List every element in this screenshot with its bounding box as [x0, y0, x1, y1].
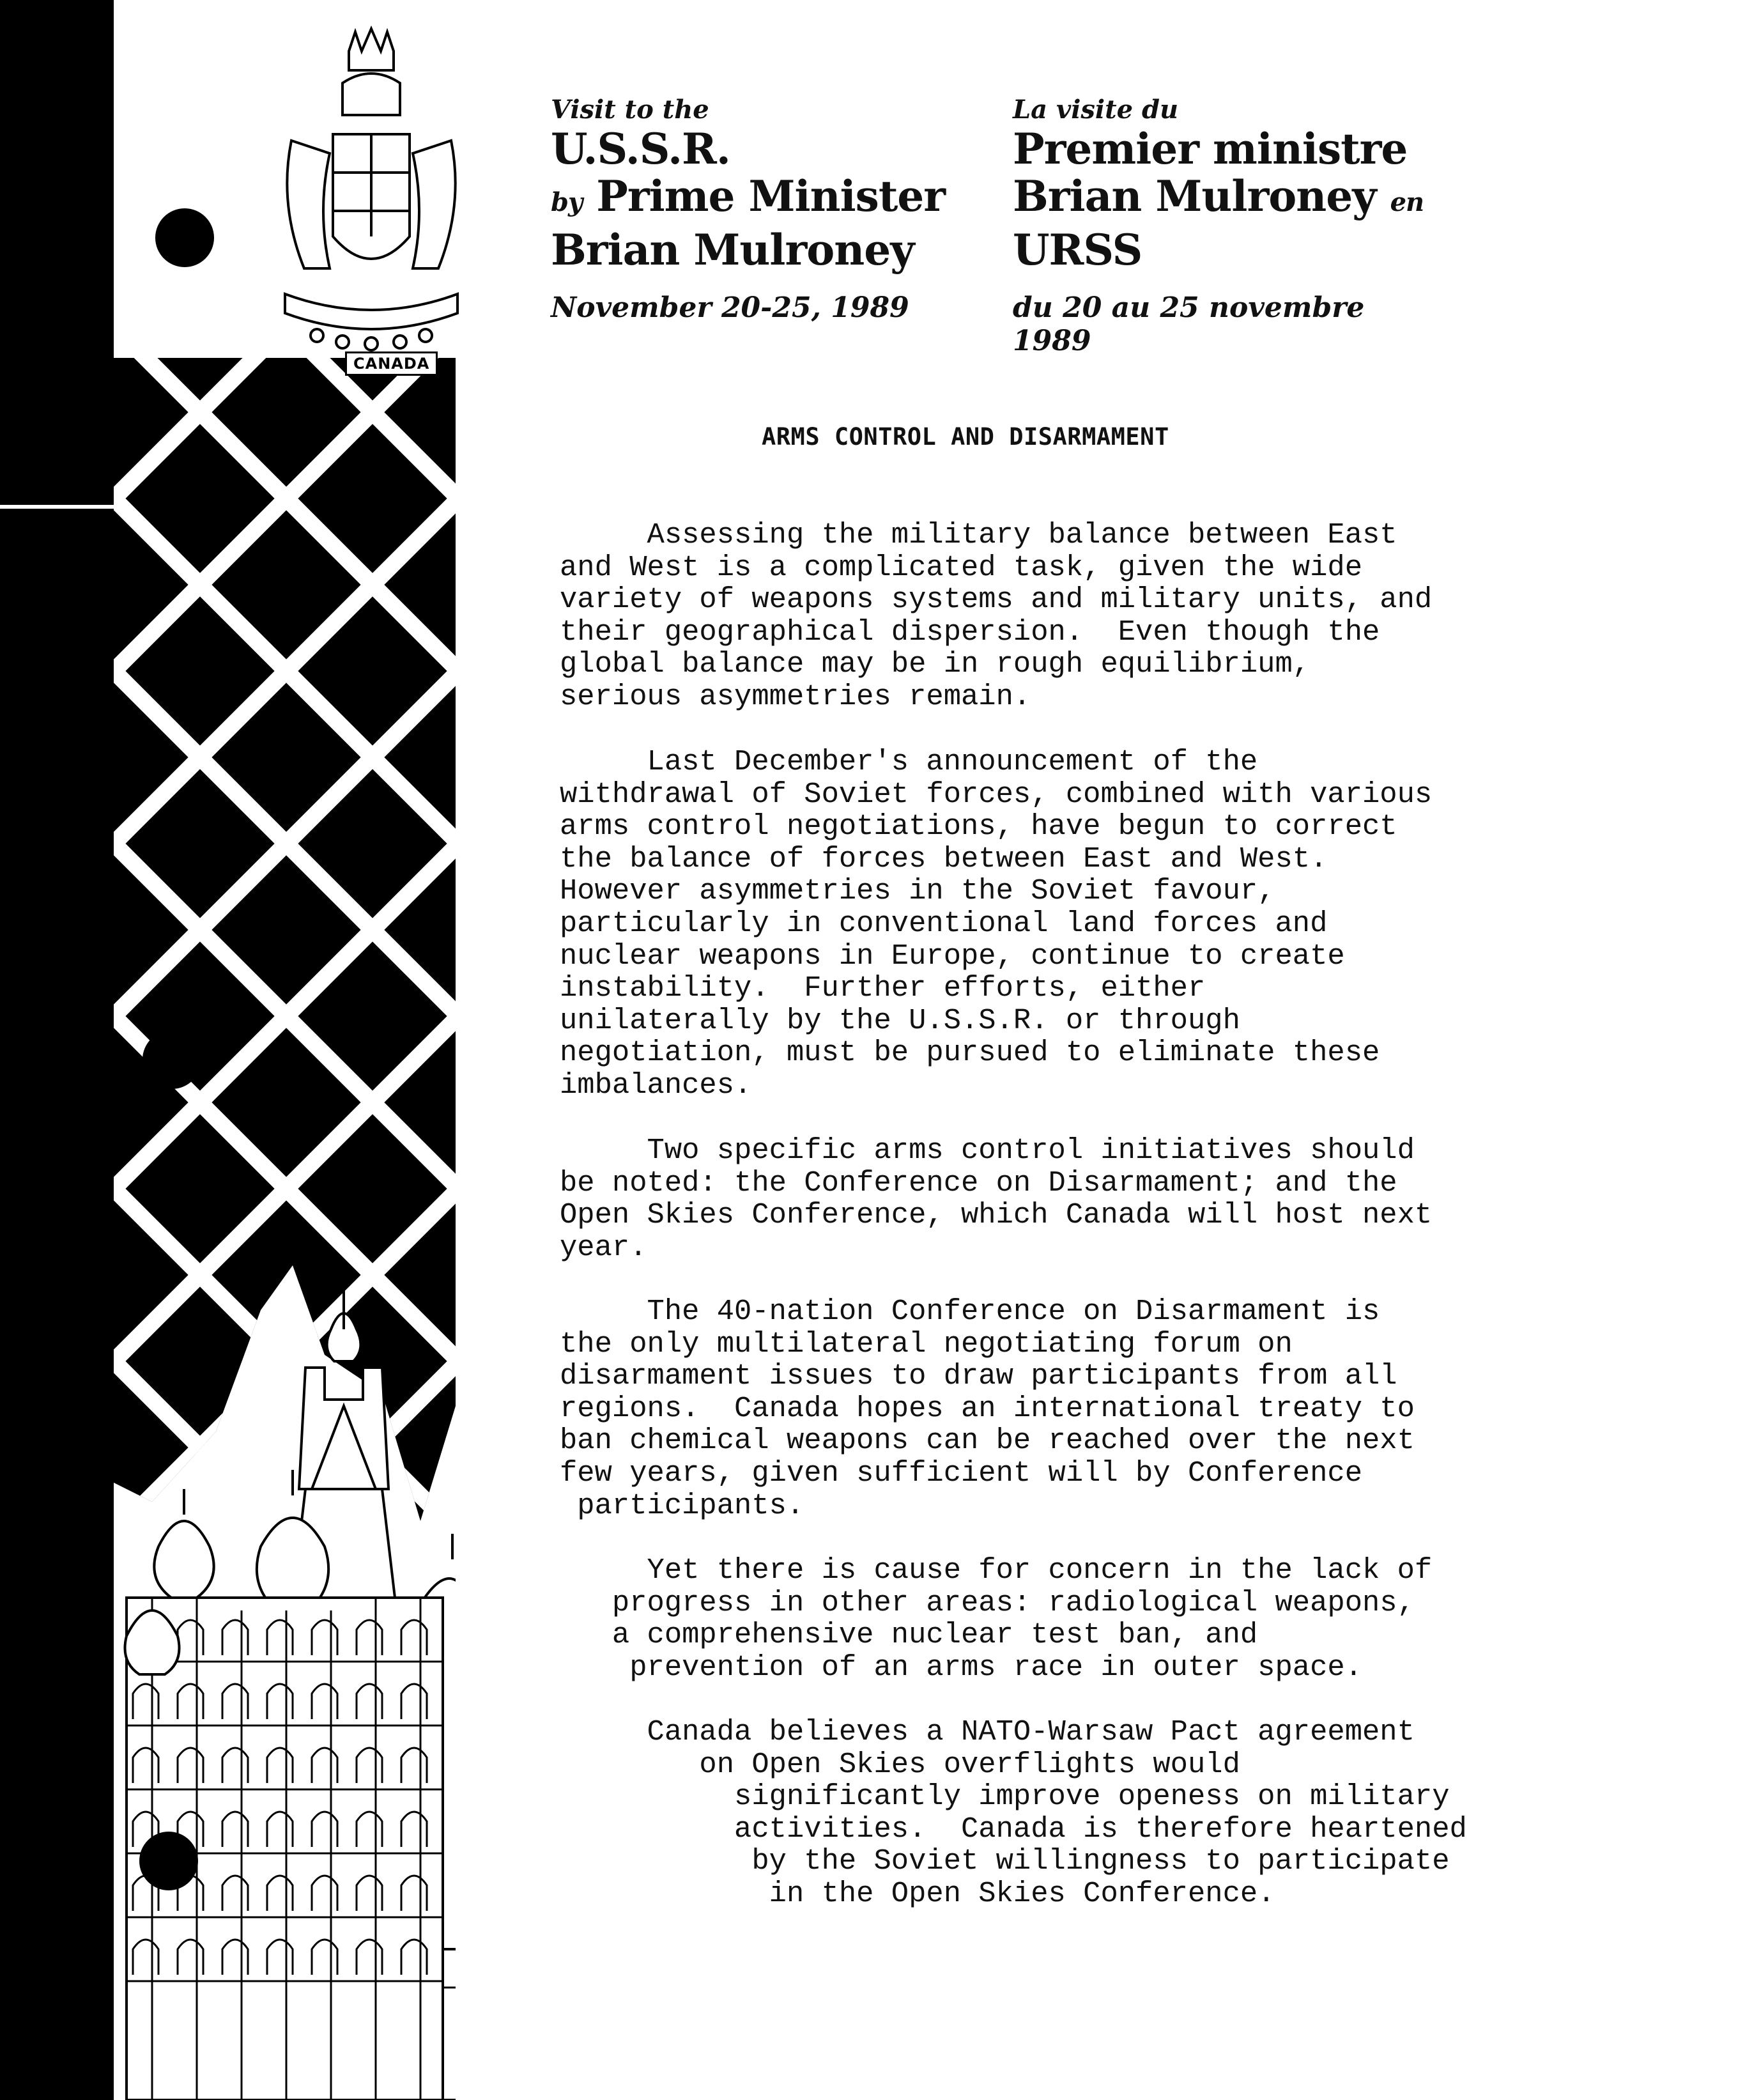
paragraph-6: Canada believes a NATO-Warsaw Pact agreement on Open Skies overflights would significantly improve openess on military activities. Canada is therefore heartened by the Soviet willingness to participate in the Open Skies Conference. [647, 1715, 1467, 1910]
punch-hole-middle [142, 1030, 201, 1089]
paragraph-1: Assessing the military balance between East and West is a complicated task, given the wide variety of weapons systems and military units, and their geographical dispersion. Even though the global balance may be in rough equilibrium, serious asymmetries remain. [560, 518, 1433, 713]
punch-hole-bottom [139, 1832, 198, 1890]
masthead-french [1013, 95, 1447, 358]
fold-line [0, 505, 115, 509]
masthead-fr-line1: La visite du [1013, 95, 1179, 125]
punch-hole-top [155, 208, 214, 267]
paragraph-4: The 40-nation Conference on Disarmament is the only multilateral negotiating forum on disarmament issues to draw participants from all regions. Canada hopes an international treaty to ban chemical weapons can be reached over the next few years, given sufficient will by Conference participants. [560, 1295, 1415, 1522]
masthead-fr-line2: Premier ministre [1013, 124, 1408, 174]
masthead-en-line4: Brian Mulroney [551, 225, 914, 275]
coat-of-arms-emblem [266, 26, 477, 383]
paragraph-2: Last December's announcement of the withdrawal of Soviet forces, combined with various arms control negotiations, have begun to correct the balance of forces between East and West. However asymmetries in the Soviet favour, particularly in conventional land forces and nuclear weapons in Europe, continue to create instability. Further efforts, either unilaterally by the U.S.S.R. or through negotiation, must be pursued to eliminate these imbalances. [560, 745, 1433, 1102]
binding-edge [0, 0, 114, 2100]
masthead-fr-date: du 20 au 25 novembre 1989 [1013, 291, 1365, 357]
masthead-fr-suffix: en [1390, 187, 1424, 217]
masthead-en-line1: Visit to the [551, 95, 709, 125]
masthead-fr-line3 [1013, 173, 1447, 226]
paragraph-3: Two specific arms control initiatives should be noted: the Conference on Disarmament; and the Open Skies Conference, which Canada will host next year. [560, 1134, 1433, 1264]
masthead-fr-line4: URSS [1013, 225, 1142, 275]
masthead-en-prefix: by [551, 187, 583, 217]
masthead-en-title: Prime Minister [596, 171, 946, 221]
emblem-label: CANADA [345, 351, 438, 376]
masthead-english [551, 95, 985, 325]
masthead-en-line3 [551, 173, 985, 226]
decorative-border [114, 0, 456, 2100]
masthead-fr-name: Brian Mulroney [1013, 171, 1376, 221]
masthead-en-line2: U.S.S.R. [551, 124, 730, 174]
document-heading: ARMS CONTROL AND DISARMAMENT [762, 423, 1169, 451]
paragraph-5: Yet there is cause for concern in the lack of progress in other areas: radiological weapons, a comprehensive nuclear test ban, and prevention of an arms race in outer space. [611, 1554, 1433, 1684]
masthead-en-date: November 20-25, 1989 [551, 291, 909, 324]
